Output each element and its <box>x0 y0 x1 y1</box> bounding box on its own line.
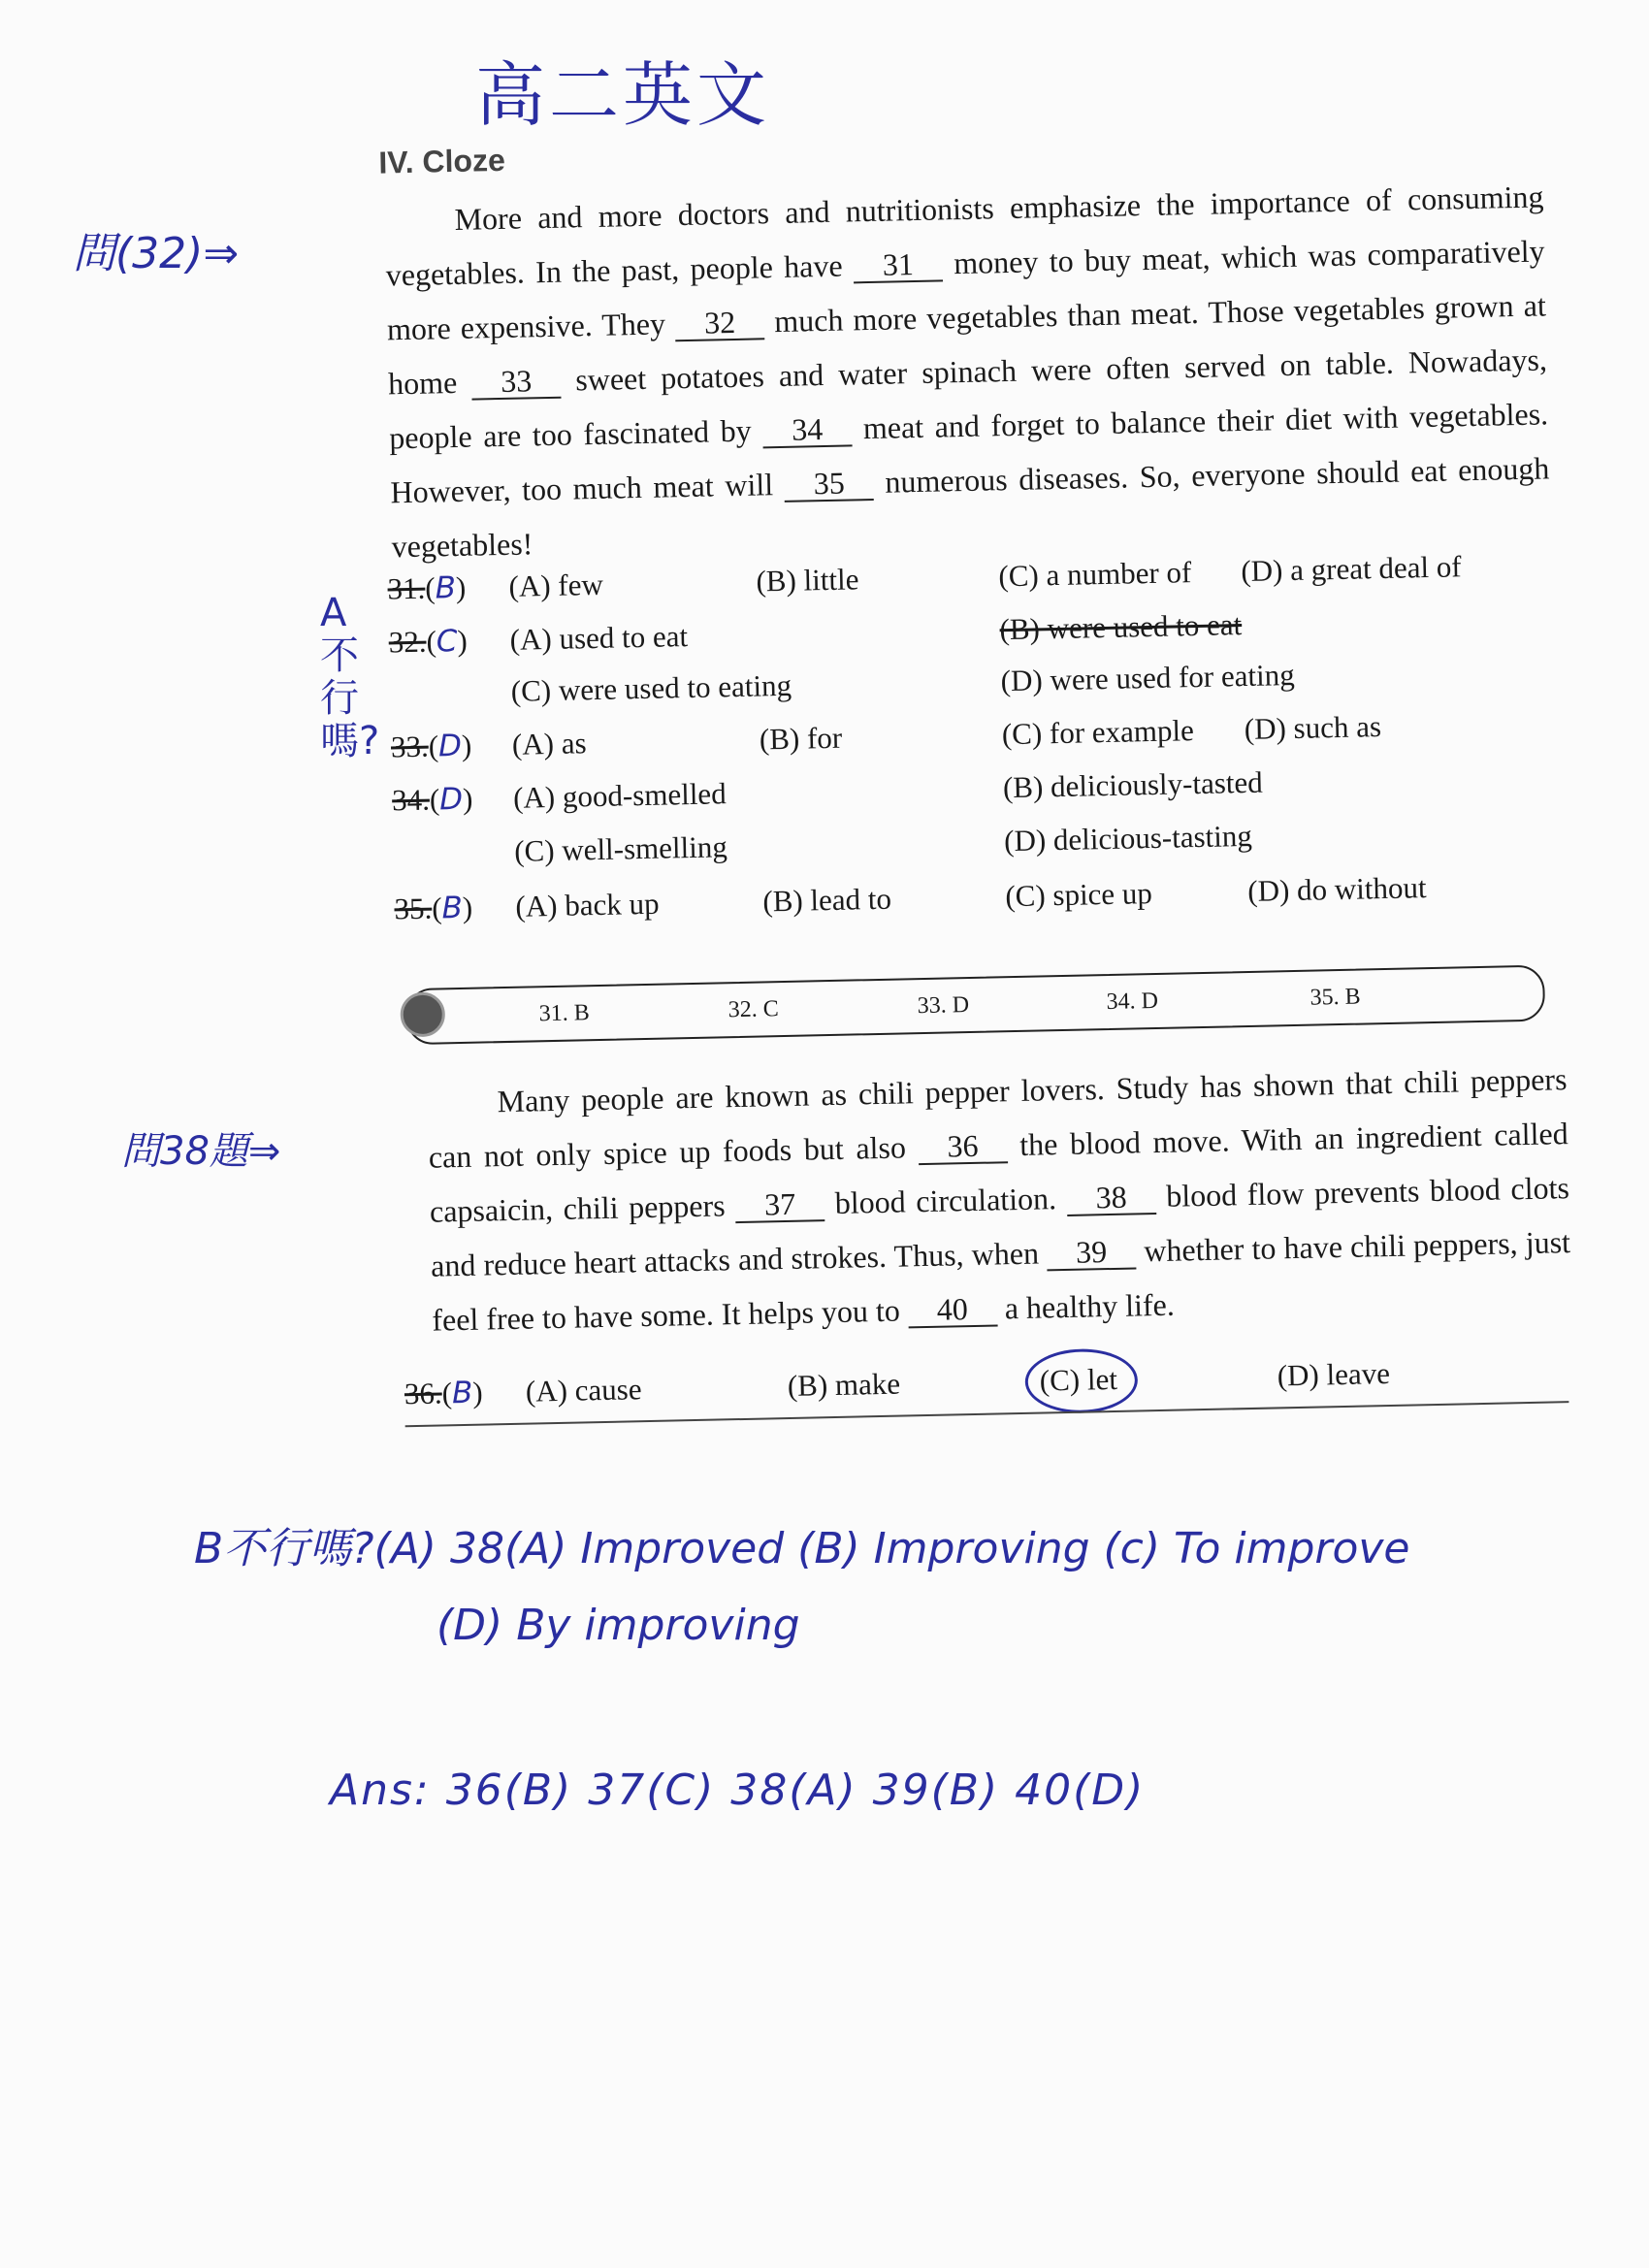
option-c: (C) were used to eating <box>510 667 792 708</box>
option-b: (B) for <box>759 720 843 757</box>
option-b: (B) lead to <box>762 881 892 919</box>
answer-31: 31. B <box>538 1000 591 1027</box>
option-c: (C) let <box>1039 1361 1118 1398</box>
vertical-margin-note: A不行嗎? <box>320 591 380 763</box>
option-d: (D) leave <box>1277 1356 1391 1393</box>
handwritten-answer-mark: D <box>437 728 463 764</box>
option-d: (D) a great deal of <box>1241 549 1462 589</box>
handwritten-question-38-option-d: (D) By improving <box>436 1601 800 1650</box>
handwritten-answer-mark: B <box>441 890 464 926</box>
answer-34: 34. D <box>1106 988 1159 1016</box>
option-c: (C) for example <box>1001 713 1195 752</box>
option-b: (B) deliciously-tasted <box>1002 764 1264 805</box>
question-number: 31.(B) <box>387 569 467 606</box>
blank-34: 34 <box>762 411 853 448</box>
option-a: (A) cause <box>525 1372 642 1409</box>
option-d: (D) were used for eating <box>1000 657 1295 698</box>
question-number: 35.(B) <box>394 890 473 926</box>
question-36 <box>404 1352 1568 1411</box>
answer-32: 32. C <box>728 996 780 1023</box>
handwritten-answer-mark: D <box>438 781 464 818</box>
option-b: (B) make <box>787 1366 901 1404</box>
option-c: (C) a number of <box>998 555 1192 594</box>
option-a: (A) used to eat <box>509 619 689 657</box>
passage-1: More and more doctors and nutritionists emphasize the importance of consuming vegetables. In the past, people have 31 money to buy meat, which was comparatively more expensive. They 32 much more vegetables than meat. Those vegetables grown at home 33 sweet potatoes and water spinach were often served on table. Nowadays, people are too fascinated by 34 meat and forget to balance their diet with vegetables. However, too much meat will 35 numerous diseases. So, everyone should eat enough vegetables! <box>385 178 1550 565</box>
answer-35: 35. B <box>1310 984 1361 1011</box>
blank-36: 36 <box>918 1128 1008 1165</box>
option-c: (C) well-smelling <box>513 829 728 868</box>
blank-31: 31 <box>854 246 944 283</box>
handwritten-answer-mark: C <box>436 623 458 660</box>
passage-2: Many people are known as chili pepper lovers. Study has shown that chili peppers can not only spice up foods but also 36 the blood move. With an ingredient called capsaicin, chili peppers 37 blood circulation. 38 blood flow prevents blood clots and reduce heart attacks and strokes. Thus, when 39 whether to have chili peppers, just feel free to have some. It helps you to 40 a healthy life. <box>428 1061 1571 1338</box>
question-number: 33.(D) <box>390 728 472 764</box>
margin-note-question-38: 問38題⇒ <box>121 1129 281 1174</box>
blank-33: 33 <box>471 364 562 401</box>
option-a: (A) few <box>508 567 604 603</box>
question-number: 36.(B) <box>404 1375 483 1411</box>
handwritten-title: 高二英文 <box>475 54 771 136</box>
option-c: (C) spice up <box>1004 876 1153 914</box>
section-title: IV. Cloze <box>377 142 506 180</box>
handwritten-answer-mark: B <box>435 570 457 606</box>
blank-37: 37 <box>735 1186 825 1223</box>
option-b: (B) little <box>756 562 859 599</box>
answer-key-icon <box>400 991 445 1037</box>
answer-33: 33. D <box>917 992 970 1020</box>
blank-40: 40 <box>907 1291 997 1328</box>
option-d: (D) do without <box>1246 870 1427 908</box>
option-b: (B) were used to eat <box>999 607 1243 647</box>
blank-35: 35 <box>784 466 874 502</box>
handwritten-answer-key: Ans: 36(B) 37(C) 38(A) 39(B) 40(D) <box>330 1766 1146 1815</box>
handwritten-circle <box>1024 1347 1138 1413</box>
blank-39: 39 <box>1047 1234 1137 1271</box>
question-number: 32.(C) <box>388 623 469 660</box>
blank-32: 32 <box>675 305 765 341</box>
option-d: (D) delicious-tasting <box>1003 818 1253 859</box>
blank-38: 38 <box>1066 1180 1156 1216</box>
option-d: (D) such as <box>1244 709 1382 747</box>
option-a: (A) back up <box>515 886 660 923</box>
question-number: 34.(D) <box>391 781 473 818</box>
margin-note-question-32: 問(32)⇒ <box>73 229 240 278</box>
printed-cloze-sheet <box>359 120 1590 1484</box>
question-options-31-35 <box>387 547 1560 979</box>
option-a: (A) good-smelled <box>512 776 727 815</box>
answer-key-bar <box>405 965 1545 1046</box>
handwritten-answer-mark: B <box>451 1375 473 1411</box>
handwritten-question-38-options: B不行嗎?(A) 38(A) Improved (B) Improving (c) To improve <box>194 1524 1410 1573</box>
option-a: (A) as <box>511 726 587 761</box>
